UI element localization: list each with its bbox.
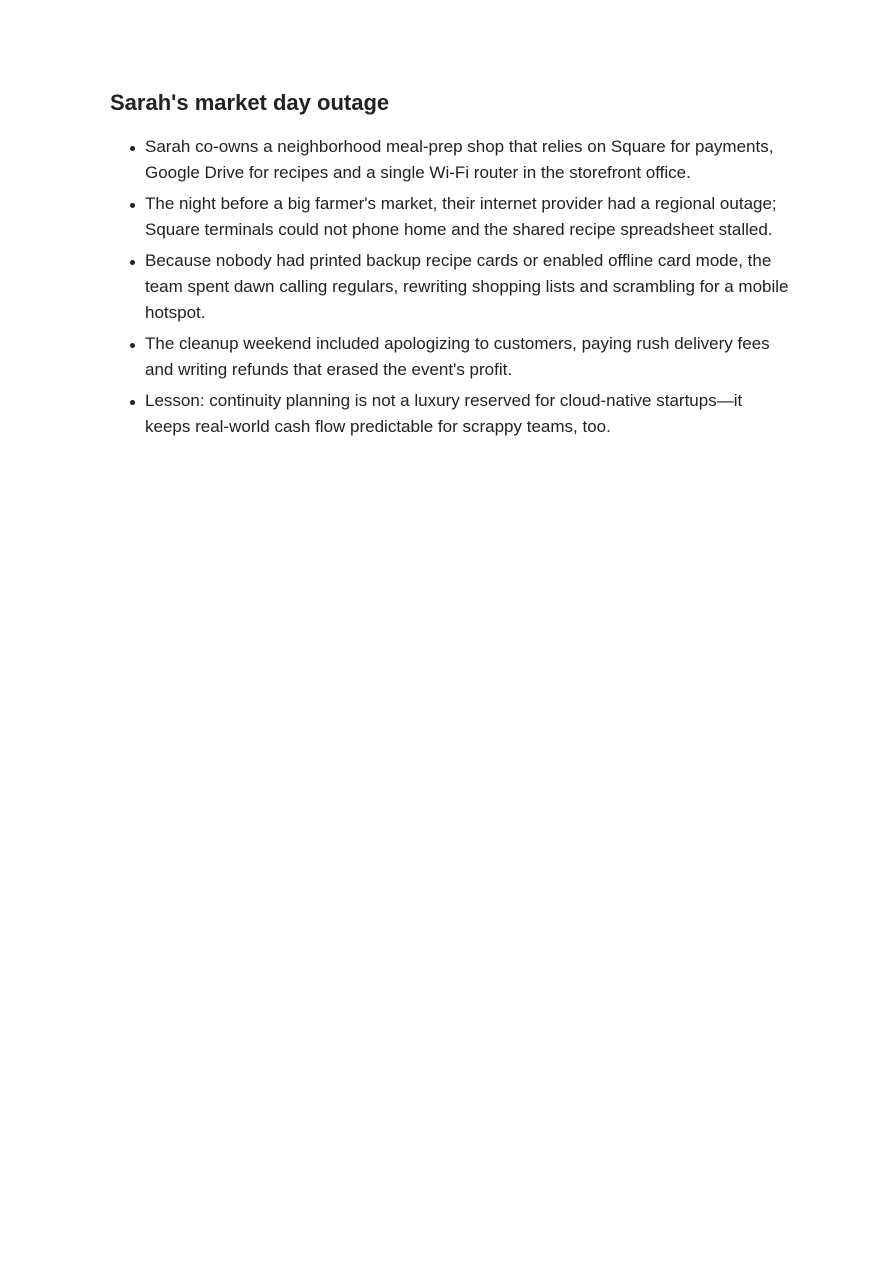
bullet-dot-icon (130, 400, 135, 405)
bullet-text: Because nobody had printed backup recipe cards or enabled offline card mode, the team spent dawn calling regulars, rewriting shopping lists and scrambling for a mobile hotspot. (145, 251, 789, 322)
bullet-item (110, 331, 790, 383)
document-content (110, 86, 790, 462)
bullet-item (110, 248, 790, 326)
document-title: Sarah's market day outage (110, 90, 390, 115)
bullet-item (110, 388, 790, 440)
bullet-item (110, 134, 790, 186)
bullet-text: Sarah co-owns a neighborhood meal-prep shop that relies on Square for payments, Google Drive for recipes and a single Wi-Fi router in the storefront office. (145, 137, 774, 182)
bullet-list (110, 134, 790, 462)
bullet-text: The night before a big farmer's market, their internet provider had a regional outage; Square terminals could not phone home and the shared recipe spreadsheet stalled. (145, 194, 777, 239)
bullet-dot-icon (130, 203, 135, 208)
bullet-text: The cleanup weekend included apologizing to customers, paying rush delivery fees and writing refunds that erased the event's profit. (145, 334, 770, 379)
bullet-dot-icon (130, 260, 135, 265)
bullet-item (110, 191, 790, 243)
bullet-text: Lesson: continuity planning is not a luxury reserved for cloud-native startups—it keeps real-world cash flow predictable for scrappy teams, too. (145, 391, 743, 436)
bullet-dot-icon (130, 343, 135, 348)
bullet-dot-icon (130, 146, 135, 151)
